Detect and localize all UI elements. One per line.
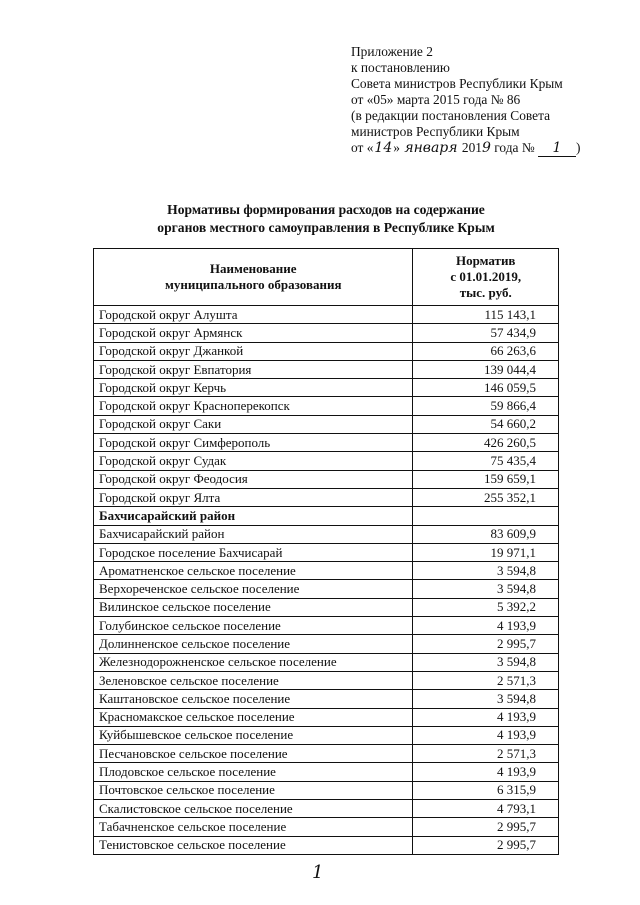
norm-value: 2 995,7 xyxy=(413,635,559,653)
table-row xyxy=(94,488,559,506)
norm-value: 426 260,5 xyxy=(413,434,559,452)
table-row xyxy=(94,836,559,854)
municipality-name: Скалистовское сельское поселение xyxy=(94,800,413,818)
year-prefix: 201 xyxy=(461,140,482,155)
table-row xyxy=(94,452,559,470)
table-row xyxy=(94,781,559,799)
appendix-header xyxy=(351,44,580,157)
date-close: ) xyxy=(575,140,581,155)
municipality-name: Табачненское сельское поселение xyxy=(94,818,413,836)
table-row xyxy=(94,708,559,726)
handwritten-month: января xyxy=(404,140,458,156)
municipality-name: Городское поселение Бахчисарай xyxy=(94,543,413,561)
norm-value: 4 193,9 xyxy=(413,763,559,781)
page-number-mark: 1 xyxy=(312,862,324,883)
table-row xyxy=(94,507,559,525)
municipality-name: Городской округ Красноперекопск xyxy=(94,397,413,415)
municipality-name: Красномакское сельское поселение xyxy=(94,708,413,726)
table-row xyxy=(94,653,559,671)
date-mid: » xyxy=(393,140,400,155)
norm-value: 6 315,9 xyxy=(413,781,559,799)
table-row xyxy=(94,360,559,378)
norm-value: 5 392,2 xyxy=(413,598,559,616)
norm-value: 4 193,9 xyxy=(413,617,559,635)
municipality-name: Городской округ Феодосия xyxy=(94,470,413,488)
norm-value: 54 660,2 xyxy=(413,415,559,433)
norm-value: 3 594,8 xyxy=(413,690,559,708)
header-line: (в редакции постановления Совета xyxy=(351,108,551,123)
norm-value: 19 971,1 xyxy=(413,543,559,561)
table-row xyxy=(94,763,559,781)
norm-value: 159 659,1 xyxy=(413,470,559,488)
norm-value: 2 995,7 xyxy=(413,818,559,836)
norm-value: 3 594,8 xyxy=(413,580,559,598)
norm-value: 2 995,7 xyxy=(413,836,559,854)
title-line: органов местного самоуправления в Республике Крым xyxy=(157,220,495,235)
table-row xyxy=(94,525,559,543)
table-row xyxy=(94,726,559,744)
norm-value: 83 609,9 xyxy=(413,525,559,543)
table-row xyxy=(94,324,559,342)
norm-value: 255 352,1 xyxy=(413,488,559,506)
table-row xyxy=(94,379,559,397)
norm-value: 115 143,1 xyxy=(413,306,559,324)
year-suffix: года № xyxy=(490,140,535,155)
municipality-name: Городской округ Армянск xyxy=(94,324,413,342)
column-header-norm xyxy=(413,249,559,306)
municipality-name: Бахчисарайский район xyxy=(94,525,413,543)
municipality-name: Куйбышевское сельское поселение xyxy=(94,726,413,744)
norm-value: 3 594,8 xyxy=(413,653,559,671)
table-row xyxy=(94,635,559,653)
header-text: Наименование xyxy=(209,261,297,276)
table-row xyxy=(94,434,559,452)
municipality-name: Городской округ Алушта xyxy=(94,306,413,324)
table-row xyxy=(94,397,559,415)
table-row xyxy=(94,800,559,818)
norm-value: 146 059,5 xyxy=(413,379,559,397)
header-line: Совета министров Республики Крым xyxy=(351,76,563,91)
header-text: Норматив xyxy=(455,253,516,268)
norm-value: 57 434,9 xyxy=(413,324,559,342)
date-prefix: от « xyxy=(351,140,374,155)
header-line: министров Республики Крым xyxy=(351,124,520,139)
header-line-date xyxy=(351,140,580,157)
norm-value: 4 193,9 xyxy=(413,726,559,744)
municipality-name: Бахчисарайский район xyxy=(94,507,413,525)
header-text: с 01.01.2019, xyxy=(450,269,522,284)
handwritten-day: 14 xyxy=(374,140,393,156)
norm-value: 2 571,3 xyxy=(413,671,559,689)
table-row xyxy=(94,671,559,689)
table-row xyxy=(94,543,559,561)
norm-value: 2 571,3 xyxy=(413,745,559,763)
municipality-name: Тенистовское сельское поселение xyxy=(94,836,413,854)
norm-value: 59 866,4 xyxy=(413,397,559,415)
title-line: Нормативы формирования расходов на содержание xyxy=(167,202,485,217)
document-title xyxy=(96,201,556,237)
municipality-name: Почтовское сельское поселение xyxy=(94,781,413,799)
table-header-row xyxy=(94,249,559,306)
table-body xyxy=(94,306,559,855)
municipality-name: Городской округ Саки xyxy=(94,415,413,433)
table-row xyxy=(94,617,559,635)
municipality-name: Песчановское сельское поселение xyxy=(94,745,413,763)
municipality-name: Плодовское сельское поселение xyxy=(94,763,413,781)
table-row xyxy=(94,690,559,708)
table-row xyxy=(94,470,559,488)
norm-value: 3 594,8 xyxy=(413,562,559,580)
municipality-name: Городской округ Ялта xyxy=(94,488,413,506)
header-text: тыс. руб. xyxy=(459,285,512,300)
norm-value xyxy=(413,507,559,525)
municipality-name: Городской округ Джанкой xyxy=(94,342,413,360)
table-row xyxy=(94,745,559,763)
municipality-name: Долинненское сельское поселение xyxy=(94,635,413,653)
municipality-name: Городской округ Керчь xyxy=(94,379,413,397)
municipality-name: Зеленовское сельское поселение xyxy=(94,671,413,689)
handwritten-number: 1 xyxy=(538,140,576,157)
table-row xyxy=(94,580,559,598)
norm-value: 4 793,1 xyxy=(413,800,559,818)
norm-value: 75 435,4 xyxy=(413,452,559,470)
table-row xyxy=(94,306,559,324)
norm-value: 4 193,9 xyxy=(413,708,559,726)
header-line: от «05» марта 2015 года № 86 xyxy=(351,92,521,107)
norm-value: 66 263,6 xyxy=(413,342,559,360)
municipality-name: Городской округ Евпатория xyxy=(94,360,413,378)
municipality-name: Городской округ Симферополь xyxy=(94,434,413,452)
municipality-name: Голубинское сельское поселение xyxy=(94,617,413,635)
column-header-name xyxy=(94,249,413,306)
handwritten-year-digit: 9 xyxy=(481,140,491,156)
municipality-name: Верхореченское сельское поселение xyxy=(94,580,413,598)
municipality-name: Железнодорожненское сельское поселение xyxy=(94,653,413,671)
table-row xyxy=(94,342,559,360)
table-row xyxy=(94,818,559,836)
header-line: Приложение 2 xyxy=(351,44,433,59)
municipality-name: Ароматненское сельское поселение xyxy=(94,562,413,580)
table-row xyxy=(94,562,559,580)
municipality-name: Городской округ Судак xyxy=(94,452,413,470)
norm-value: 139 044,4 xyxy=(413,360,559,378)
municipality-name: Вилинское сельское поселение xyxy=(94,598,413,616)
table-row xyxy=(94,598,559,616)
municipality-name: Каштановское сельское поселение xyxy=(94,690,413,708)
header-line: к постановлению xyxy=(351,60,450,75)
table-row xyxy=(94,415,559,433)
header-text: муниципального образования xyxy=(164,277,342,292)
norms-table xyxy=(93,248,559,855)
